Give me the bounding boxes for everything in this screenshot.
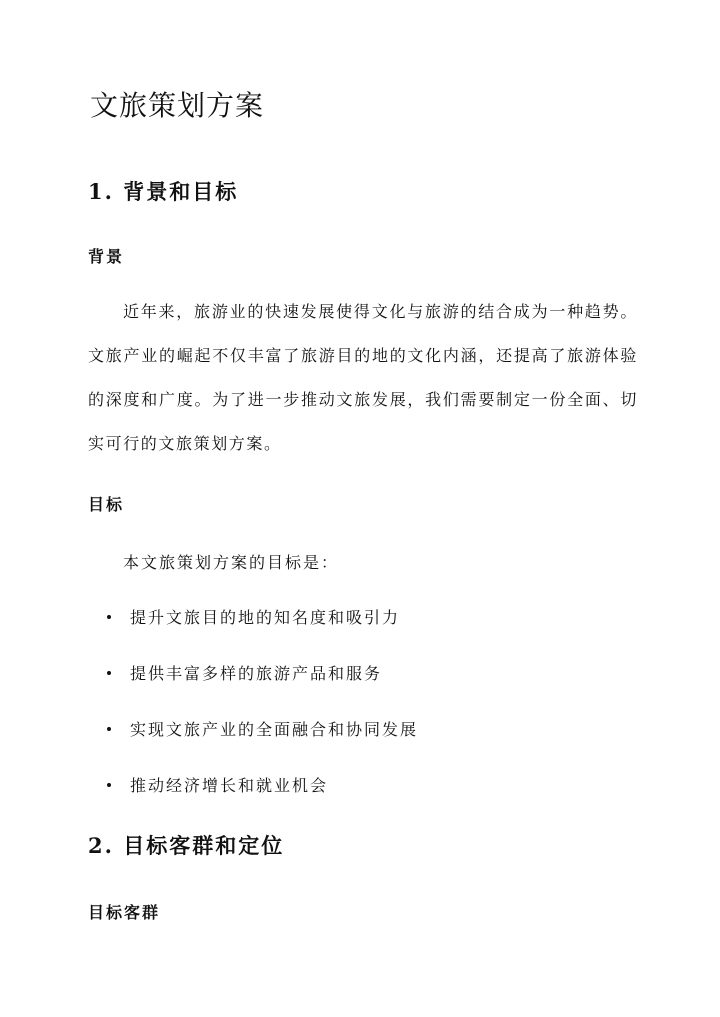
bullet-icon — [107, 615, 111, 619]
subsection-heading-background: 背景 — [88, 247, 125, 266]
list-item-text: 推动经济增长和就业机会 — [130, 776, 329, 795]
subsection-heading-target-customers: 目标客群 — [88, 903, 161, 922]
subsection-heading-goals: 目标 — [88, 495, 125, 514]
section-heading-background-goals: 1. 背景和目标 — [88, 179, 239, 204]
goals-intro: 本文旅策划方案的目标是： — [123, 553, 340, 572]
bullet-icon — [107, 783, 111, 787]
bullet-icon — [107, 727, 111, 731]
bullet-icon — [107, 671, 111, 675]
list-item-text: 提升文旅目的地的知名度和吸引力 — [130, 608, 401, 627]
list-item-text: 提供丰富多样的旅游产品和服务 — [130, 664, 383, 683]
section-heading-target-customers: 2. 目标客群和定位 — [88, 833, 285, 858]
list-item-text: 实现文旅产业的全面融合和协同发展 — [130, 720, 419, 739]
background-paragraph: 近年来，旅游业的快速发展使得文化与旅游的结合成为一种趋势。文旅产业的崛起不仅丰富了旅游目的地的文化内涵，还提高了旅游体验的深度和广度。为了进一步推动文旅发展，我们需要制定一份全面、切实可行的文旅策划方案。 — [88, 302, 638, 453]
document-title: 文旅策划方案 — [90, 89, 265, 122]
